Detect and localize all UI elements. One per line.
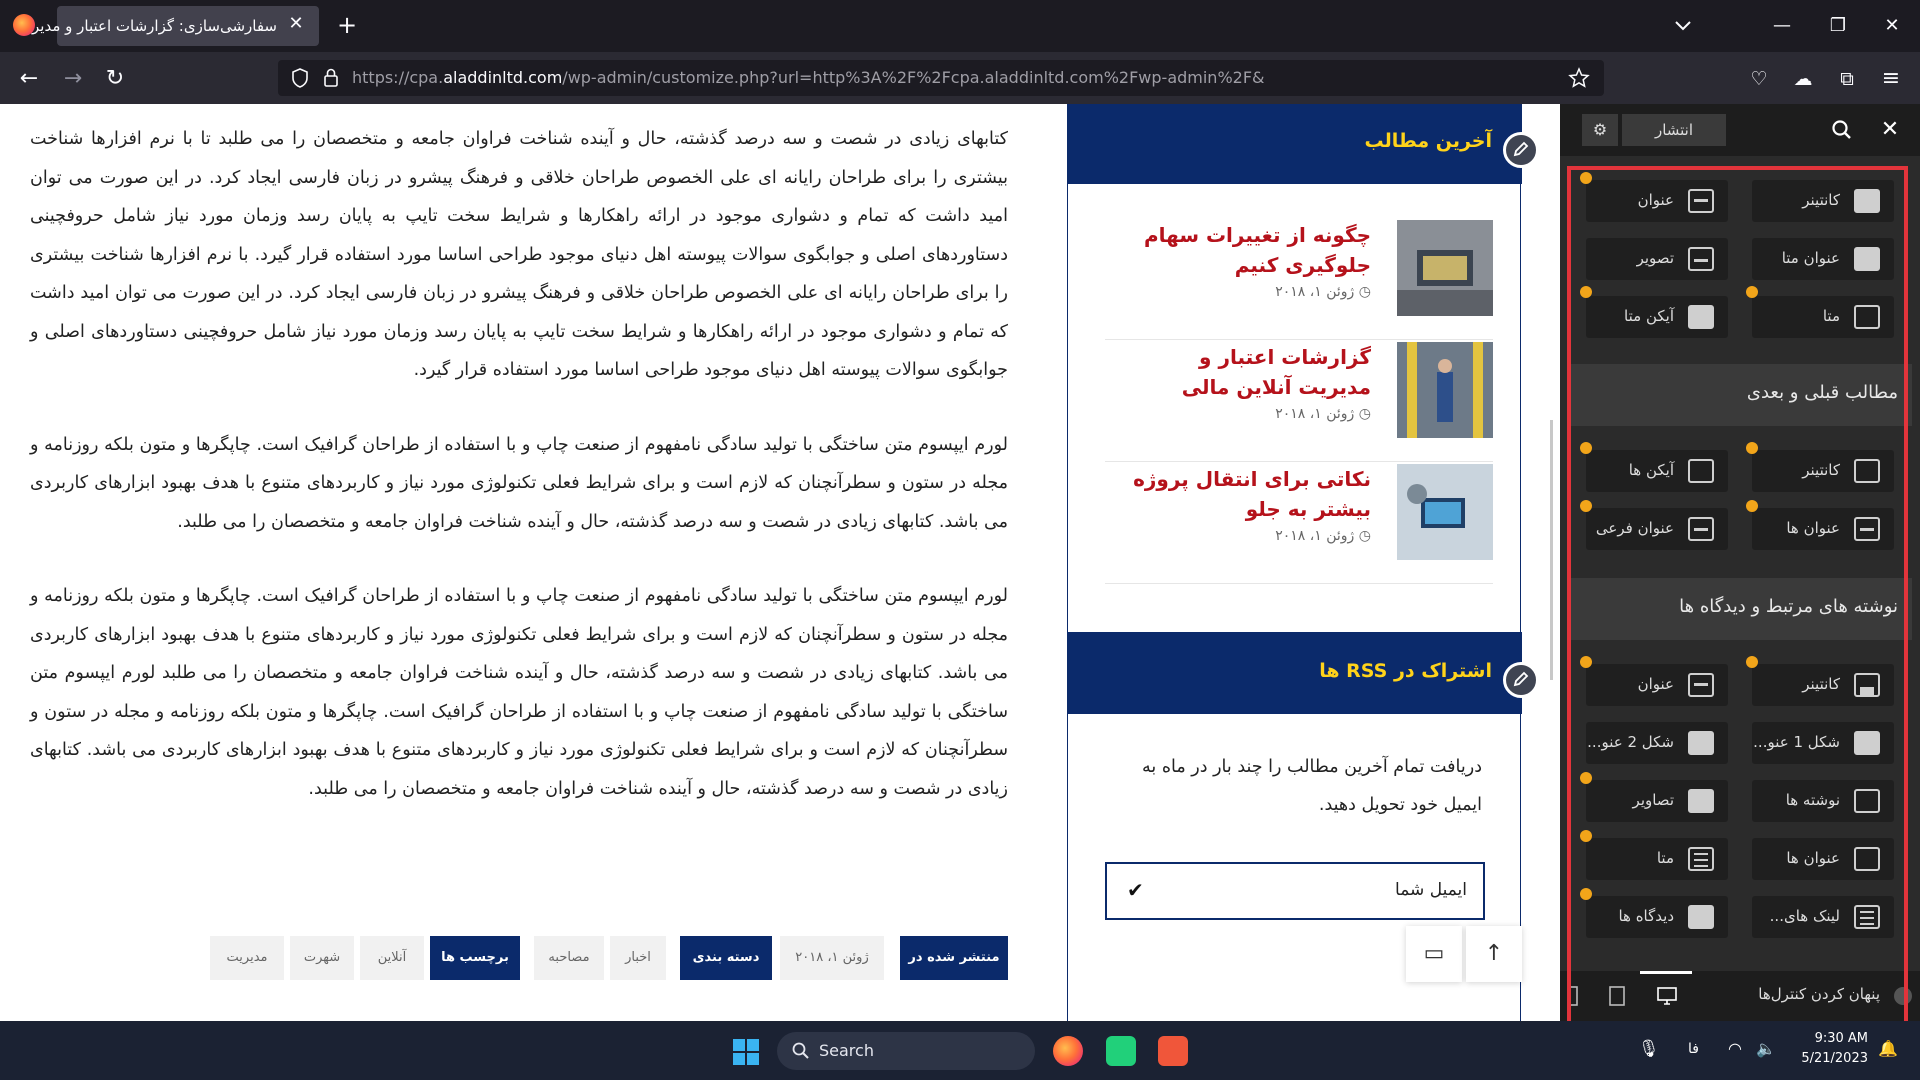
latest-post-item[interactable] bbox=[1105, 464, 1493, 584]
tag-link[interactable]: مدیریت bbox=[210, 936, 284, 980]
published-in-label: منتشر شده در bbox=[900, 936, 1008, 980]
clock-date[interactable]: 5/21/2023 bbox=[1801, 1051, 1868, 1066]
tab-title: سفارشی‌سازی: گزارشات اعتبار و مدیر bbox=[32, 17, 277, 35]
post-thumbnail-image[interactable] bbox=[1397, 342, 1493, 438]
titles-icon bbox=[1854, 517, 1880, 541]
control-subtitle[interactable]: عنوان فرعی bbox=[1586, 508, 1728, 550]
tab-list-chevron-icon[interactable] bbox=[1668, 13, 1698, 39]
email-placeholder: ایمیل شما bbox=[1395, 880, 1467, 900]
url-bar[interactable] bbox=[278, 60, 1604, 96]
links-icon bbox=[1854, 905, 1880, 929]
bookmark-star-icon[interactable] bbox=[1568, 67, 1590, 89]
lock-icon[interactable] bbox=[322, 67, 340, 89]
edit-widget-pencil-icon[interactable] bbox=[1503, 132, 1539, 168]
article-paragraph: لورم ایپسوم متن ساختگی با تولید سادگی نامفهوم از صنعت چاپ و با استفاده از طراحان گرافیک است. چاپگرها و متون بلکه روزنامه و مجله در ستون و سطرآنچنان که لازم است و برای شرایط فعلی تکنولوژی مورد نیاز و کاربردهای متنوع با هدف بهبود ابزارهای کاربردی می باشد. کتابهای زیادی در شصت و سه درصد گذشته، حال و آینده شناخت فراوان جامعه و متخصصان را می طلبد. bbox=[30, 434, 1008, 532]
camtasia-recorder-taskbar-icon[interactable] bbox=[1158, 1036, 1188, 1066]
notification-bell-icon[interactable]: 🔔 bbox=[1878, 1039, 1898, 1058]
control-comments[interactable]: دیدگاه ها bbox=[1586, 896, 1728, 938]
control-container[interactable]: کانتینر bbox=[1752, 450, 1894, 492]
container-icon bbox=[1854, 189, 1880, 213]
article-body bbox=[30, 120, 1008, 844]
edit-marker-dot[interactable] bbox=[1580, 172, 1592, 184]
tag-link[interactable]: آنلاین bbox=[360, 936, 424, 980]
input-language[interactable]: فا bbox=[1688, 1041, 1699, 1057]
shape-icon bbox=[1688, 731, 1714, 755]
category-tag[interactable]: مصاحبه bbox=[534, 936, 604, 980]
title-icon bbox=[1688, 189, 1714, 213]
url-text: https://cpa.aladdinltd.com/wp-admin/customize.php?url=http%3A%2F%2Fcpa.aladdinltd.com%2Fwp-admin%2F& bbox=[352, 68, 1265, 87]
window-restore-icon[interactable]: ❐ bbox=[1829, 15, 1847, 36]
control-container[interactable]: کانتینر bbox=[1752, 664, 1894, 706]
category-tag[interactable]: اخبار bbox=[610, 936, 666, 980]
tablet-preview-icon[interactable] bbox=[1605, 984, 1629, 1008]
rss-title: اشتراک در RSS ها bbox=[1319, 660, 1492, 682]
post-date: ◷ ژوئن ۱، ۲۰۱۸ bbox=[1275, 528, 1371, 544]
post-date-tag[interactable]: ژوئن ۱، ۲۰۱۸ bbox=[780, 936, 884, 980]
edit-marker-dot[interactable] bbox=[1580, 830, 1592, 842]
hide-controls-button[interactable]: پنهان کردن کنترل‌ها bbox=[1758, 985, 1880, 1003]
control-title[interactable]: عنوان bbox=[1586, 180, 1728, 222]
post-title-link[interactable]: نکاتی برای انتقال پروژه بیشتر به جلو bbox=[1133, 467, 1371, 521]
section-prev-next-posts[interactable]: مطالب قبلی و بعدی bbox=[1568, 364, 1912, 426]
control-title[interactable]: عنوان bbox=[1586, 664, 1728, 706]
edit-widget-pencil-icon[interactable] bbox=[1503, 662, 1539, 698]
post-date: ◷ ژوئن ۱، ۲۰۱۸ bbox=[1275, 406, 1371, 422]
images-icon bbox=[1688, 789, 1714, 813]
hide-controls-icon[interactable] bbox=[1894, 987, 1912, 1005]
chat-comment-icon[interactable]: ▭ bbox=[1406, 926, 1462, 982]
microphone-icon[interactable]: 🎙 bbox=[1638, 1039, 1660, 1059]
desktop-preview-icon[interactable] bbox=[1655, 984, 1679, 1008]
edit-marker-dot[interactable] bbox=[1746, 500, 1758, 512]
shape-icon bbox=[1854, 731, 1880, 755]
meta-list-icon bbox=[1688, 847, 1714, 871]
tag-link[interactable]: شهرت bbox=[290, 936, 354, 980]
sidebar-widgets bbox=[1067, 104, 1521, 1021]
rss-header bbox=[1068, 632, 1522, 714]
control-meta[interactable]: متا bbox=[1752, 296, 1894, 338]
control-titles[interactable]: عنوان ها bbox=[1752, 838, 1894, 880]
post-title-link[interactable]: گزارشات اعتبار و مدیریت آنلاین مالی bbox=[1181, 345, 1371, 399]
taskbar-search[interactable] bbox=[777, 1032, 1035, 1070]
customizer-footer bbox=[1560, 971, 1920, 1021]
posts-icon bbox=[1854, 789, 1880, 813]
latest-posts-header bbox=[1068, 104, 1522, 184]
scroll-to-top-arrow-icon[interactable]: ↑ bbox=[1466, 926, 1522, 982]
control-links[interactable]: لینک های... bbox=[1752, 896, 1894, 938]
edit-marker-dot[interactable] bbox=[1580, 286, 1592, 298]
edit-marker-dot[interactable] bbox=[1580, 500, 1592, 512]
control-meta-icon[interactable]: آیکن متا bbox=[1586, 296, 1728, 338]
account-sync-icon[interactable]: ☁ bbox=[1793, 68, 1813, 90]
publish-settings-gear-icon[interactable]: ⚙ bbox=[1582, 114, 1618, 146]
post-title-link[interactable]: چگونه از تغییرات سهام جلوگیری کنیم bbox=[1143, 223, 1371, 277]
windows-taskbar bbox=[0, 1021, 1920, 1080]
email-input[interactable] bbox=[1105, 862, 1485, 920]
edit-marker-dot[interactable] bbox=[1580, 772, 1592, 784]
latest-post-item[interactable] bbox=[1105, 342, 1493, 462]
code-brackets-icon bbox=[1854, 459, 1880, 483]
post-thumbnail-image[interactable] bbox=[1397, 464, 1493, 560]
edit-marker-dot[interactable] bbox=[1580, 442, 1592, 454]
clock-icon: ◷ bbox=[1358, 528, 1371, 544]
control-images[interactable]: تصاویر bbox=[1586, 780, 1728, 822]
tags-label: برچسب ها bbox=[430, 936, 520, 980]
control-icons[interactable]: آیکن ها bbox=[1586, 450, 1728, 492]
clock-time[interactable]: 9:30 AM bbox=[1814, 1031, 1868, 1046]
browser-tab-active[interactable] bbox=[32, 6, 319, 46]
title-icon bbox=[1688, 673, 1714, 697]
reload-icon[interactable]: ↻ bbox=[105, 66, 125, 91]
article-paragraph: لورم ایپسوم متن ساختگی با تولید سادگی نامفهوم از صنعت چاپ و با استفاده از طراحان گرافیک است. چاپگرها و متون بلکه روزنامه و مجله در ستون و سطرآنچنان که لازم است و برای شرایط فعلی تکنولوژی مورد نیاز و کاربردهای متنوع با هدف بهبود ابزارهای کاربردی می باشد. کتابهای زیادی در شصت و سه درصد گذشته، حال و آینده شناخت فراوان جامعه و متخصصان را می طلبد لورم ایپسوم متن ساختگی با تولید سادگی نامفهوم از صنعت چاپ و با استفاده از طراحان گرافیک است. چاپگرها و متون بلکه روزنامه و مجله در ستون و سطرآنچنان که لازم است و برای شرایط فعلی تکنولوژی مورد نیاز و کاربردهای متنوع با هدف بهبود ابزارهای کاربردی می باشد. کتابهای زیادی در شصت و سه درصد گذشته، حال و آینده شناخت فراوان جامعه و متخصصان را می طلبد. bbox=[30, 586, 1008, 799]
latest-post-item[interactable] bbox=[1105, 220, 1493, 340]
rss-description: دریافت تمام آخرین مطالب را چند بار در ماه به ایمیل خود تحویل دهید. bbox=[1142, 757, 1482, 815]
control-container[interactable]: کانتینر bbox=[1752, 180, 1894, 222]
preview-scrollbar[interactable] bbox=[1550, 420, 1553, 680]
search-label: Search bbox=[819, 1041, 874, 1060]
search-icon[interactable] bbox=[1828, 116, 1856, 144]
extensions-puzzle-icon[interactable]: ⧉ bbox=[1840, 68, 1854, 90]
firefox-taskbar-icon[interactable] bbox=[1053, 1036, 1083, 1066]
post-thumbnail-image[interactable] bbox=[1397, 220, 1493, 316]
clock-icon: ◷ bbox=[1358, 406, 1371, 422]
titles-icon bbox=[1854, 847, 1880, 871]
search-icon bbox=[791, 1041, 811, 1061]
arrows-icon bbox=[1688, 459, 1714, 483]
browser-tab-bar bbox=[0, 0, 1920, 52]
article-paragraph: کتابهای زیادی در شصت و سه درصد گذشته، حال و آینده شناخت فراوان جامعه و متخصصان را می طلبد تا با نرم افزارها شناخت بیشتری را برای طراحان رایانه ای علی الخصوص طراحان خلاقی و فرهنگ پیشرو در زبان فارسی ایجاد کرد. در این صورت می توان امید داشت که تمام و دشواری موجود در ارائه راهکارها و شرایط سخت تایپ به پایان رسد وزمان مورد نیاز شامل حروفچینی دستاوردهای اصلی و جوابگوی سوالات پیوسته اهل دنیای موجود طراحی اساسا مورد استفاده قرار گیرد. با نرم افزارها شناخت بیشتری را برای طراحان رایانه ای علی الخصوص طراحان خلاقی و فرهنگ پیشرو در زبان فارسی ایجاد کرد. در این صورت می توان امید داشت که تمام و دشواری موجود در ارائه راهکارها و شرایط سخت تایپ به پایان رسد وزمان مورد نیاز شامل حروفچینی دستاوردهای اصلی و جوابگوی سوالات پیوسته اهل دنیای موجود طراحی اساسا مورد استفاده قرار گیرد. bbox=[30, 129, 1008, 380]
control-titles[interactable]: عنوان ها bbox=[1752, 508, 1894, 550]
app-menu-hamburger-icon[interactable]: ≡ bbox=[1881, 66, 1901, 91]
edit-marker-dot[interactable] bbox=[1746, 442, 1758, 454]
control-posts[interactable]: نوشته ها bbox=[1752, 780, 1894, 822]
control-shape-1-title[interactable]: شکل 1 عنو... bbox=[1752, 722, 1894, 764]
comments-icon bbox=[1688, 905, 1714, 929]
edit-marker-dot[interactable] bbox=[1580, 888, 1592, 900]
window-minimize-icon[interactable]: — bbox=[1773, 15, 1791, 36]
edit-marker-dot[interactable] bbox=[1746, 286, 1758, 298]
clock-icon: ◷ bbox=[1358, 284, 1371, 300]
forward-arrow-icon[interactable]: → bbox=[63, 66, 83, 91]
checkmark-icon[interactable]: ✔ bbox=[1127, 878, 1144, 902]
window-close-icon[interactable]: ✕ bbox=[1884, 15, 1900, 36]
subtitle-icon bbox=[1688, 517, 1714, 541]
windows-start-icon[interactable] bbox=[733, 1039, 759, 1065]
wifi-icon[interactable]: ◠ bbox=[1728, 1039, 1742, 1058]
image-icon bbox=[1688, 247, 1714, 271]
post-meta-tags bbox=[218, 936, 1008, 980]
control-image[interactable]: تصویر bbox=[1586, 238, 1728, 280]
camtasia-taskbar-icon[interactable] bbox=[1106, 1036, 1136, 1066]
section-related-posts-comments[interactable]: نوشته های مرتبط و دیدگاه ها bbox=[1568, 578, 1912, 640]
customizer-header bbox=[1560, 104, 1920, 156]
close-customizer-icon[interactable]: ✕ bbox=[1880, 117, 1900, 142]
site-preview bbox=[0, 104, 1560, 1021]
container-icon bbox=[1854, 673, 1880, 697]
new-tab-plus-icon[interactable]: + bbox=[336, 11, 358, 39]
tab-close-icon[interactable]: ✕ bbox=[288, 13, 304, 34]
latest-posts-title: آخرین مطالب bbox=[1364, 130, 1492, 152]
pocket-icon[interactable]: ♡ bbox=[1750, 68, 1768, 90]
meta-tag-icon bbox=[1854, 305, 1880, 329]
control-meta[interactable]: متا bbox=[1586, 838, 1728, 880]
customizer-panel bbox=[1560, 104, 1920, 1021]
meta-icon-icon bbox=[1688, 305, 1714, 329]
active-device-indicator bbox=[1640, 971, 1692, 974]
edit-marker-dot[interactable] bbox=[1580, 656, 1592, 668]
edit-marker-dot[interactable] bbox=[1746, 656, 1758, 668]
publish-button[interactable]: انتشار bbox=[1622, 114, 1726, 146]
volume-icon[interactable]: 🔈 bbox=[1756, 1039, 1776, 1058]
back-arrow-icon[interactable]: ← bbox=[19, 66, 39, 91]
mobile-preview-icon[interactable] bbox=[1560, 984, 1584, 1008]
control-meta-title[interactable]: عنوان متا bbox=[1752, 238, 1894, 280]
meta-title-icon bbox=[1854, 247, 1880, 271]
tracking-shield-icon[interactable] bbox=[290, 67, 310, 89]
control-shape-2-title[interactable]: شکل 2 عنو... bbox=[1586, 722, 1728, 764]
post-date: ◷ ژوئن ۱، ۲۰۱۸ bbox=[1275, 284, 1371, 300]
category-label: دسته بندی bbox=[680, 936, 772, 980]
